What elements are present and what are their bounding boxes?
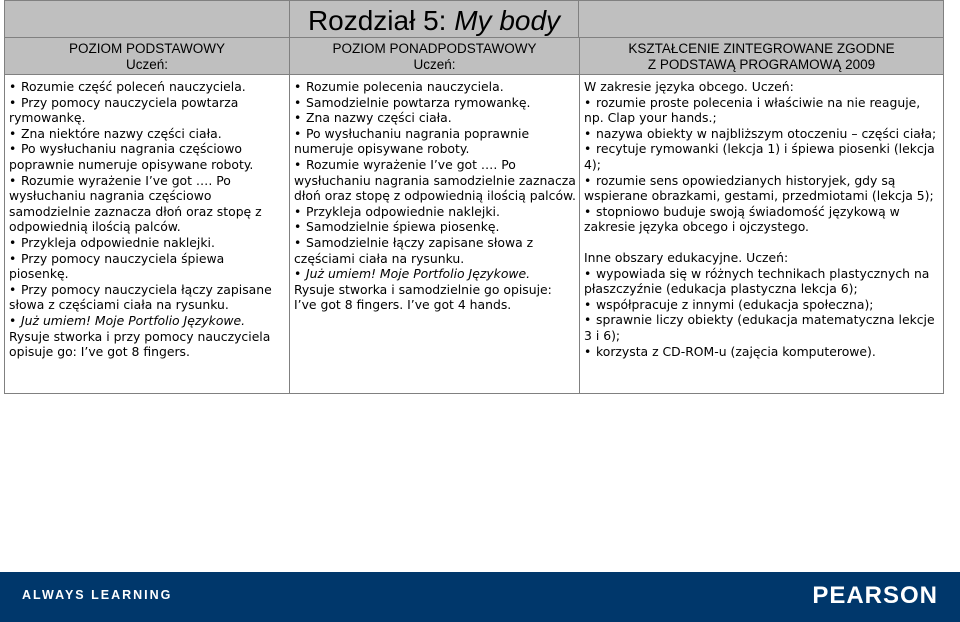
bullet-list: [9, 79, 286, 329]
bullet-icon: •: [294, 125, 302, 141]
list-item: [9, 79, 286, 95]
item-text: Już umiem! Moje Portfolio Językowe.: [306, 266, 531, 282]
bullet-icon: •: [9, 234, 17, 250]
list-item: [584, 297, 940, 313]
bullet-icon: •: [584, 141, 592, 157]
item-text: wypowiada się w różnych technikach plastycznych na płaszczyźnie (edukacja plastyczna lekcja 6);: [584, 265, 930, 297]
column-advanced: [290, 75, 580, 393]
item-text: Rozumie wyrażenie I’ve got …. Po wysłuchaniu nagrania częściowo samodzielnie zaznacza dłoń oraz stopę z odpowiednią ilością palców.: [9, 172, 262, 235]
list-item: [294, 157, 576, 204]
list-item: [9, 126, 286, 142]
item-text: Samodzielnie śpiewa piosenkę.: [306, 219, 500, 235]
column-header-advanced: [290, 38, 580, 75]
bullet-icon: •: [9, 172, 17, 188]
bullet-icon: •: [584, 343, 592, 359]
list-item: [294, 126, 576, 157]
item-text: rozumie proste polecenia i właściwie na nie reaguje, np. Clap your hands.;: [584, 94, 921, 126]
page-title: [289, 0, 579, 38]
item-text: Już umiem! Moje Portfolio Językowe.: [21, 312, 246, 328]
item-text: Przykleja odpowiednie naklejki.: [21, 234, 215, 250]
list-item: [9, 313, 286, 329]
item-text: Rozumie część poleceń nauczyciela.: [21, 79, 246, 94]
tail-text: Rysuje stworka i przy pomocy nauczyciela opisuje go: I’ve got 8 fingers.: [9, 328, 271, 360]
item-text: współpracuje z innymi (edukacja społeczna);: [596, 296, 874, 312]
list-item: [584, 266, 940, 297]
bullet-icon: •: [584, 312, 592, 328]
item-text: Przykleja odpowiednie naklejki.: [306, 203, 500, 219]
list-item: [584, 141, 940, 172]
item-text: Przy pomocy nauczyciela łączy zapisane słowa z częściami ciała na rysunku.: [9, 281, 272, 313]
header-line: KSZTAŁCENIE ZINTEGROWANE ZGODNE: [628, 41, 895, 56]
header-line: Uczeń:: [125, 57, 169, 72]
list-item: [9, 235, 286, 251]
list-item: [9, 282, 286, 313]
list-item: [584, 126, 940, 142]
item-text: Przy pomocy nauczyciela śpiewa piosenkę.: [9, 250, 225, 282]
list-item: [294, 204, 576, 220]
list-item: [9, 173, 286, 235]
section-intro: W zakresie języka obcego. Uczeń:: [584, 79, 794, 94]
list-item: [294, 79, 576, 95]
bullet-icon: •: [9, 141, 17, 157]
column-basic: [5, 75, 290, 393]
bullet-icon: •: [584, 94, 592, 110]
bullet-icon: •: [584, 296, 592, 312]
bullet-icon: •: [9, 125, 17, 141]
bullet-icon: •: [9, 281, 17, 297]
bullet-icon: •: [9, 312, 17, 328]
item-text: Samodzielnie powtarza rymowankę.: [306, 94, 531, 110]
list-item: [584, 204, 940, 235]
list-item: [294, 235, 576, 266]
list-item: [584, 95, 940, 126]
item-text: korzysta z CD-ROM-u (zajęcia komputerowe).: [596, 343, 876, 359]
header-line: POZIOM PODSTAWOWY: [69, 41, 225, 56]
column-header-integrated: [580, 38, 943, 75]
bullet-icon: •: [294, 110, 302, 126]
bullet-icon: •: [584, 125, 592, 141]
bullet-icon: •: [584, 172, 592, 188]
bullet-icon: •: [584, 265, 592, 281]
bullet-icon: •: [9, 94, 17, 110]
header-line: Uczeń:: [413, 57, 456, 72]
bullet-icon: •: [294, 203, 302, 219]
bullet-list: [584, 95, 940, 235]
item-text: Po wysłuchaniu nagrania poprawnie numeruje opisywane roboty.: [294, 125, 530, 157]
header-band-right: [579, 0, 944, 38]
list-item: [294, 95, 576, 111]
list-item: [9, 95, 286, 126]
item-text: rozumie sens opowiedzianych historyjek, gdy są wspierane obrazkami, gestami, przedmiotami (lekcja 5);: [584, 172, 934, 204]
section-intro: Inne obszary edukacyjne. Uczeń:: [584, 249, 789, 265]
item-text: Przy pomocy nauczyciela powtarza rymowankę.: [9, 94, 239, 126]
column-integrated: [580, 75, 943, 393]
bullet-icon: •: [584, 203, 592, 219]
list-item: [294, 219, 576, 235]
item-text: Rozumie wyrażenie I’ve got …. Po wysłuchaniu nagrania samodzielnie zaznacza dłoń oraz stopę z odpowiednią ilością palców.: [294, 156, 576, 204]
list-item: [584, 173, 940, 204]
bullet-icon: •: [294, 156, 302, 172]
footer-bar: [0, 572, 960, 622]
item-text: Samodzielnie łączy zapisane słowa z częściami ciała na rysunku.: [294, 234, 534, 266]
list-item: [584, 312, 940, 343]
item-text: recytuje rymowanki (lekcja 1) i śpiewa piosenki (lekcja 4);: [584, 141, 935, 172]
header-line: POZIOM PONADPODSTAWOWY: [332, 41, 537, 56]
bullet-icon: •: [9, 79, 17, 94]
item-text: Zna nazwy części ciała.: [306, 110, 452, 126]
list-item: [9, 251, 286, 282]
bullet-icon: •: [294, 219, 302, 235]
bullet-icon: •: [294, 234, 302, 250]
footer-slogan: ALWAYS LEARNING: [22, 588, 173, 602]
bullet-icon: •: [294, 79, 302, 94]
item-text: nazywa obiekty w najbliższym otoczeniu – części ciała;: [596, 125, 937, 141]
bullet-icon: •: [294, 94, 302, 110]
bullet-icon: •: [294, 266, 302, 282]
title-italic: My body: [454, 5, 561, 36]
item-text: Po wysłuchaniu nagrania częściowo poprawnie numeruje opisywane roboty.: [9, 141, 254, 172]
item-text: stopniowo buduje swoją świadomość językową w zakresie języka obcego i ojczystego.: [584, 203, 900, 235]
title-prefix: Rozdział 5:: [307, 5, 455, 36]
requirements-table: [4, 37, 944, 394]
list-item: [294, 266, 576, 282]
column-header-basic: [5, 38, 290, 75]
list-item: [584, 344, 940, 360]
item-text: Zna niektóre nazwy części ciała.: [21, 125, 222, 141]
bullet-list: [584, 266, 940, 360]
tail-text: Rysuje stworka i samodzielnie go opisuje: I’ve got 8 fingers. I’ve got 4 hands.: [294, 281, 552, 313]
bullet-list: [294, 79, 576, 282]
header-line: Z PODSTAWĄ PROGRAMOWĄ 2009: [647, 57, 876, 72]
bullet-icon: •: [9, 250, 17, 266]
list-item: [294, 110, 576, 126]
item-text: Rozumie polecenia nauczyciela.: [306, 79, 504, 94]
header-band-left: [4, 0, 290, 38]
item-text: sprawnie liczy obiekty (edukacja matematyczna lekcje 3 i 6);: [584, 312, 935, 343]
list-item: [9, 141, 286, 172]
pearson-logo: PEARSON: [812, 582, 938, 609]
